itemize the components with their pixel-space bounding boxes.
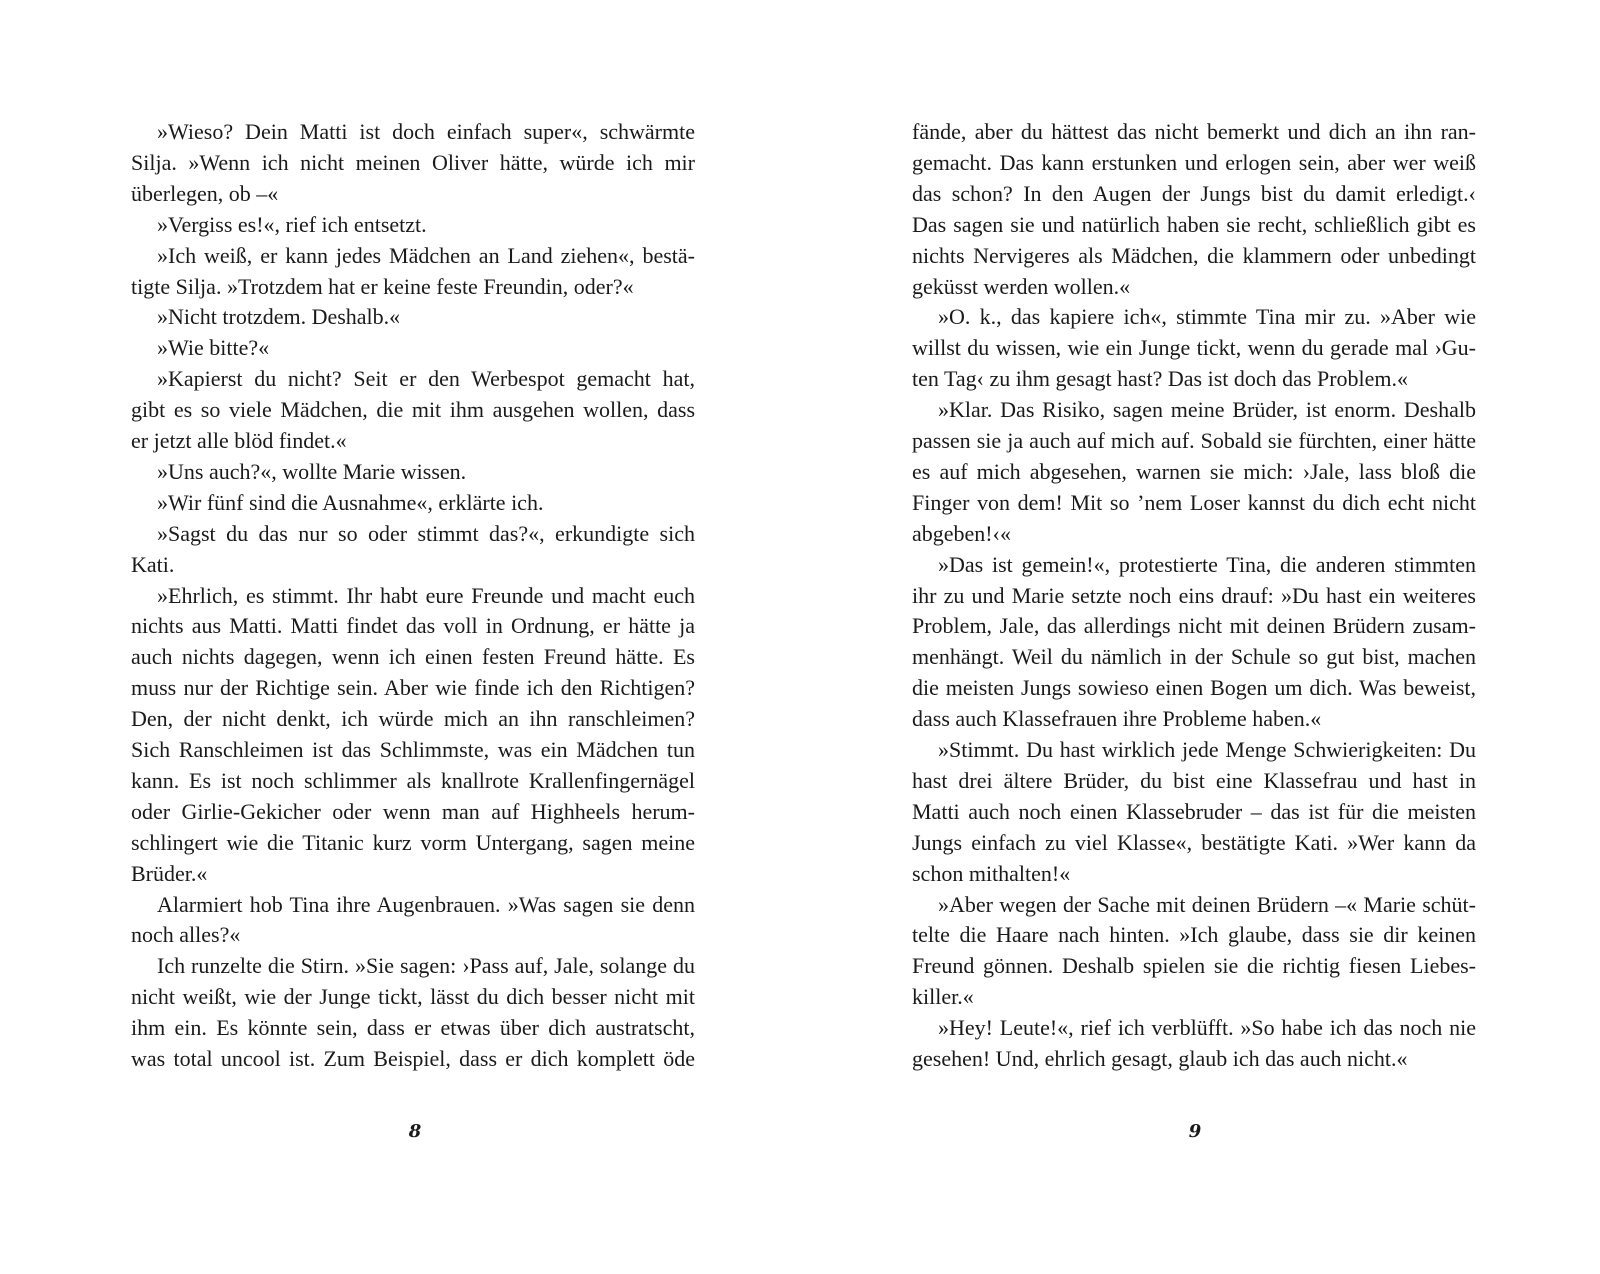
- text-line: was total uncool ist. Zum Beispiel, dass er dich komplett öde: [131, 1046, 695, 1071]
- text-line: es auf mich abgesehen, warnen sie mich: ›Jale, lass bloß die: [912, 458, 1476, 484]
- text-line: »Sagst du das nur so oder stimmt das?«, erkundigte sich: [157, 520, 695, 546]
- right-page-number: 9: [1188, 1121, 1202, 1142]
- text-line: schon mithalten!«: [912, 860, 1071, 886]
- text-line: gemacht. Das kann erstunken und erlogen sein, aber wer weiß: [912, 149, 1476, 175]
- text-line: geküsst werden wollen.«: [912, 273, 1131, 299]
- right-page-text: [912, 116, 1476, 1076]
- text-line: Kati.: [131, 551, 175, 577]
- text-line: gibt es so viele Mädchen, die mit ihm ausgehen wollen, dass: [131, 397, 695, 423]
- text-line: »Hey! Leute!«, rief ich verblüfft. »So habe ich das noch nie: [938, 1015, 1476, 1041]
- text-line: überlegen, ob –«: [131, 180, 279, 206]
- text-line: »Nicht trotzdem. Deshalb.«: [157, 304, 401, 330]
- text-line: »Wir fünf sind die Ausnahme«, erklärte ich.: [157, 489, 544, 515]
- text-line: »Klar. Das Risiko, sagen meine Brüder, ist enorm. Deshalb: [938, 397, 1476, 423]
- text-line: nicht weißt, wie der Junge tickt, lässt du dich besser nicht mit: [131, 984, 695, 1010]
- text-line: »Das ist gemein!«, protestierte Tina, die anderen stimmten: [938, 551, 1476, 577]
- text-line: »Aber wegen der Sache mit deinen Brüdern –« Marie schüt-: [938, 891, 1476, 917]
- left-page-number: 8: [408, 1121, 422, 1142]
- left-page-text: [131, 116, 695, 1076]
- text-line: tigte Silja. »Trotzdem hat er keine feste Freundin, oder?«: [131, 273, 634, 299]
- text-line: das schon? In den Augen der Jungs bist du damit erledigt.‹: [912, 180, 1476, 206]
- text-line: willst du wissen, wie ein Junge tickt, wenn du gerade mal ›Gu-: [912, 335, 1476, 361]
- text-line: Brüder.«: [131, 860, 208, 886]
- text-line: Ich runzelte die Stirn. »Sie sagen: ›Pass auf, Jale, solange du: [157, 953, 695, 979]
- text-line: ihr zu und Marie setzte noch eins drauf: »Du hast ein weiteres: [912, 582, 1476, 608]
- text-line: passen sie ja auch auf mich auf. Sobald sie fürchten, einer hätte: [912, 428, 1476, 453]
- text-line: ihm ein. Es könnte sein, dass er etwas über dich austratscht,: [131, 1015, 695, 1041]
- right-page: [912, 116, 1476, 1142]
- text-line: oder Girlie-Gekicher oder wenn man auf Highheels herum-: [131, 798, 695, 824]
- text-line: Finger von dem! Mit so ’nem Loser kannst du dich echt nicht: [912, 489, 1476, 515]
- text-line: Problem, Jale, das allerdings nicht mit deinen Brüdern zusam-: [912, 613, 1476, 639]
- text-line: Matti auch noch einen Klassebruder – das ist für die meisten: [912, 798, 1476, 824]
- text-line: Das sagen sie und natürlich haben sie recht, schließlich gibt es: [912, 211, 1476, 237]
- text-line: »Ehrlich, es stimmt. Ihr habt eure Freunde und macht euch: [157, 582, 695, 608]
- text-line: auch nichts dagegen, wenn ich einen festen Freund hätte. Es: [131, 644, 695, 670]
- text-line: hast drei ältere Brüder, du bist eine Klassefrau und hast in: [912, 767, 1476, 793]
- text-line: ten Tag‹ zu ihm gesagt hast? Das ist doch das Problem.«: [912, 366, 1409, 392]
- text-line: er jetzt alle blöd findet.«: [131, 428, 347, 453]
- text-line: kann. Es ist noch schlimmer als knallrote Krallenfingernägel: [131, 767, 695, 793]
- text-line: »Kapierst du nicht? Seit er den Werbespot gemacht hat,: [157, 366, 695, 392]
- text-line: telte die Haare nach hinten. »Ich glaube, dass sie dir keinen: [912, 922, 1476, 948]
- text-line: »Uns auch?«, wollte Marie wissen.: [157, 458, 467, 484]
- text-line: »Ich weiß, er kann jedes Mädchen an Land ziehen«, bestä-: [157, 242, 695, 268]
- text-line: dass auch Klassefrauen ihre Probleme haben.«: [912, 706, 1322, 732]
- text-line: Silja. »Wenn ich nicht meinen Oliver hätte, würde ich mir: [131, 149, 695, 175]
- text-line: nichts Nervigeres als Mädchen, die klammern oder unbedingt: [912, 242, 1476, 268]
- text-line: Alarmiert hob Tina ihre Augenbrauen. »Was sagen sie denn: [157, 891, 695, 917]
- text-line: fände, aber du hättest das nicht bemerkt und dich an ihn ran-: [912, 119, 1476, 144]
- text-line: Sich Ranschleimen ist das Schlimmste, was ein Mädchen tun: [131, 737, 695, 762]
- text-line: »Wie bitte?«: [157, 335, 270, 361]
- left-page: [131, 116, 695, 1142]
- text-line: menhängt. Weil du nämlich in der Schule so gut bist, machen: [912, 644, 1476, 670]
- text-line: Jungs einfach zu viel Klasse«, bestätigte Kati. »Wer kann da: [912, 829, 1476, 855]
- text-line: »Stimmt. Du hast wirklich jede Menge Schwierigkeiten: Du: [938, 737, 1476, 762]
- text-line: »O. k., das kapiere ich«, stimmte Tina mir zu. »Aber wie: [938, 304, 1476, 330]
- text-line: muss nur der Richtige sein. Aber wie finde ich den Richtigen?: [131, 675, 695, 701]
- text-line: nichts aus Matti. Matti findet das voll in Ordnung, er hätte ja: [131, 613, 695, 639]
- text-line: abgeben!‹«: [912, 520, 1011, 546]
- text-line: Den, der nicht denkt, ich würde mich an ihn ranschleimen?: [131, 706, 695, 732]
- text-line: die meisten Jungs sowieso einen Bogen um dich. Was beweist,: [912, 675, 1476, 701]
- text-line: noch alles?«: [131, 922, 241, 948]
- text-line: gesehen! Und, ehrlich gesagt, glaub ich das auch nicht.«: [912, 1046, 1408, 1071]
- text-line: schlingert wie die Titanic kurz vorm Untergang, sagen meine: [131, 829, 695, 855]
- text-line: »Wieso? Dein Matti ist doch einfach super«, schwärmte: [157, 119, 695, 144]
- text-line: killer.«: [912, 984, 974, 1010]
- text-line: Freund gönnen. Deshalb spielen sie die richtig fiesen Liebes-: [912, 953, 1476, 979]
- text-line: »Vergiss es!«, rief ich entsetzt.: [157, 211, 427, 237]
